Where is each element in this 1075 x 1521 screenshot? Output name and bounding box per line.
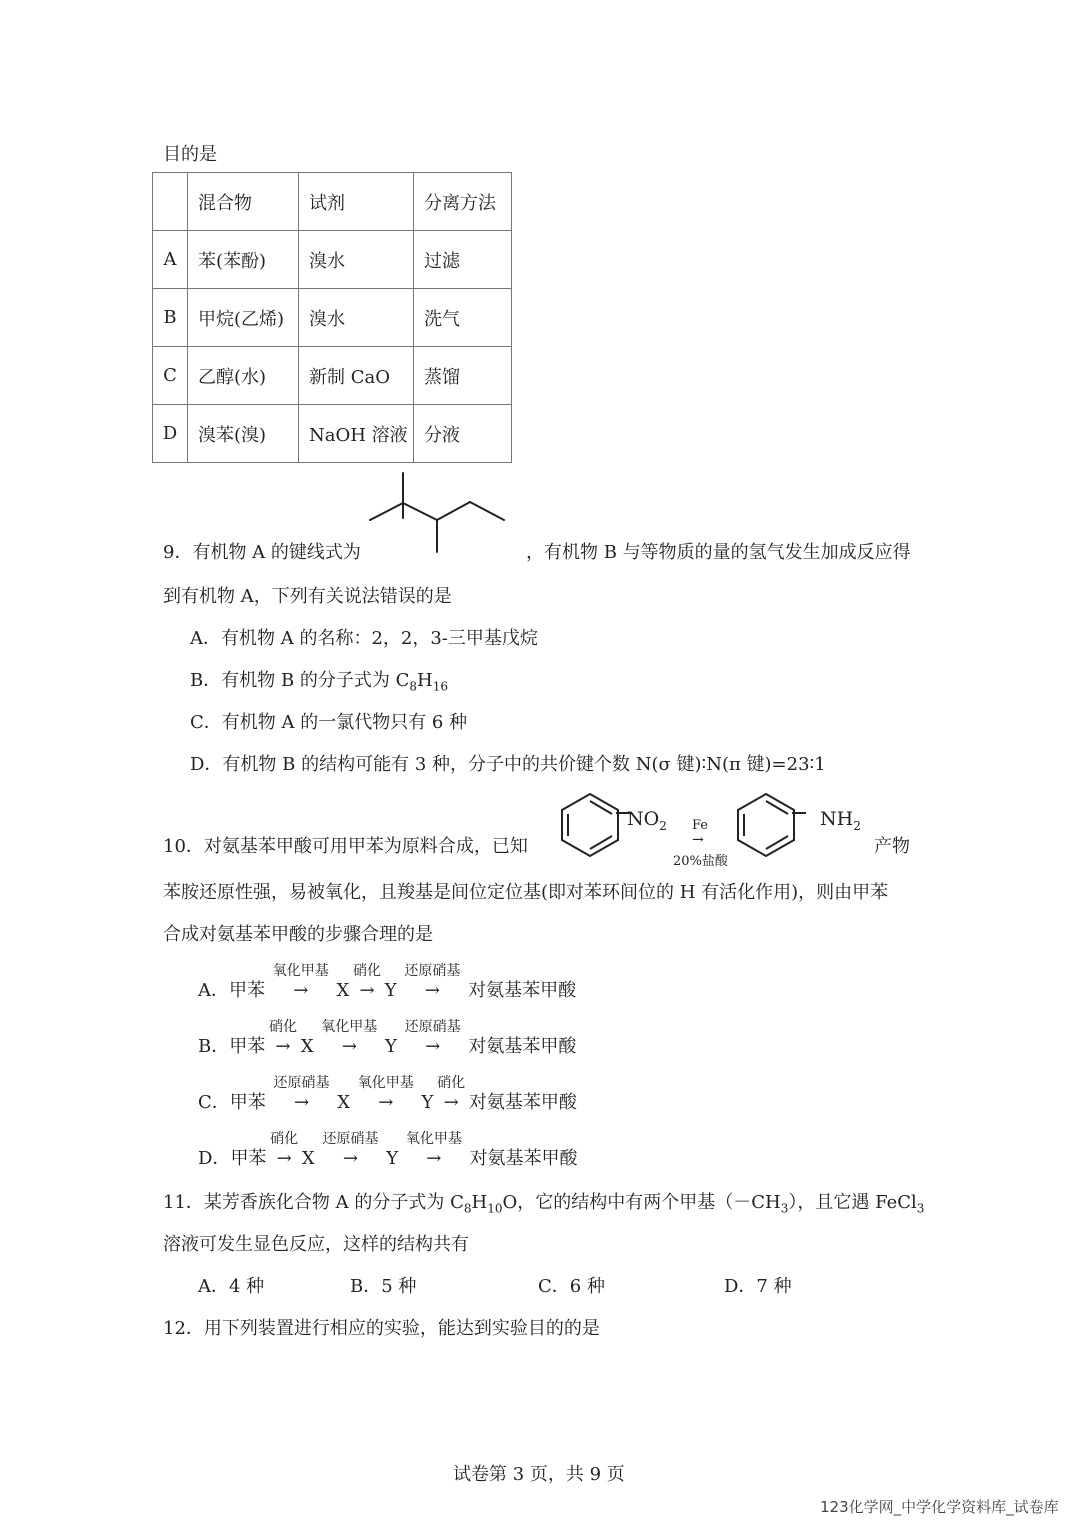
q10-line1-post: 产物 xyxy=(874,836,910,857)
q11-line1: 11．某芳香族化合物 A 的分子式为 $C_8H_{10}O$，它的结构中有两个甲基$(-CH_3)$，且它遇 FeCl$_3$ xyxy=(163,1192,925,1216)
q9-line1-pre: 9．有机物 A 的键线式为 xyxy=(163,542,361,563)
table-cell: A xyxy=(153,231,188,289)
bond-line-icon xyxy=(792,808,806,818)
q10-line2: 苯胺还原性强，易被氧化，且羧基是间位定位基(即对苯环间位的 H 有活化作用)，则由甲苯 xyxy=(163,882,889,903)
skeletal-formula-diagram xyxy=(366,470,508,554)
table-row xyxy=(153,289,512,347)
table-cell: B xyxy=(153,289,188,347)
table-cell: 蒸馏 xyxy=(414,347,512,405)
q10-option-c: C．甲苯 还原硝基 → X 氧化甲基 → Y 硝化 → 对氨基苯甲酸 xyxy=(198,1075,577,1113)
table-cell xyxy=(153,173,188,231)
table-cell: 溴水 xyxy=(299,231,414,289)
table-header-row xyxy=(153,173,512,231)
q11-option-b: B．5 种 xyxy=(350,1276,417,1297)
table-cell: D xyxy=(153,405,188,463)
table-cell: 甲烷(乙烯) xyxy=(188,289,299,347)
table-cell: C xyxy=(153,347,188,405)
q10-option-b: B．甲苯 硝化 → X 氧化甲基 → Y 还原硝基 → 对氨基苯甲酸 xyxy=(198,1019,577,1057)
q9-line2: 到有机物 A，下列有关说法错误的是 xyxy=(163,586,452,607)
benzene-ring-icon xyxy=(728,788,804,860)
table-cell: 苯(苯酚) xyxy=(188,231,299,289)
reagent-top-label: Fe xyxy=(692,818,709,833)
table-header: 试剂 xyxy=(299,173,414,231)
table-cell: 洗气 xyxy=(414,289,512,347)
separation-table xyxy=(152,172,512,463)
q11-line2: 溶液可发生显色反应，这样的结构共有 xyxy=(163,1234,469,1255)
table-cell: 溴水 xyxy=(299,289,414,347)
table-row xyxy=(153,405,512,463)
nitro-group-label: $NO_2$ xyxy=(627,808,667,833)
q12-line1: 12．用下列装置进行相应的实验，能达到实验目的的是 xyxy=(163,1318,600,1339)
table-cell: 乙醇(水) xyxy=(188,347,299,405)
intro-text: 目的是 xyxy=(163,144,217,165)
q10-option-d: D．甲苯 硝化 → X 还原硝基 → Y 氧化甲基 → 对氨基苯甲酸 xyxy=(198,1131,578,1169)
q9-option-d: D．有机物 B 的结构可能有 3 种，分子中的共价键个数 N(σ 键)∶N(π 键)=23∶1 xyxy=(190,754,826,775)
table-cell: 分液 xyxy=(414,405,512,463)
page-footer: 试卷第 3 页，共 9 页 xyxy=(453,1464,625,1485)
q11-option-d: D．7 种 xyxy=(724,1276,792,1297)
amino-group-label: $NH_2$ xyxy=(820,808,861,833)
q11-option-c: C．6 种 xyxy=(538,1276,605,1297)
table-cell: 新制 CaO xyxy=(299,347,414,405)
reagent-bottom-label: 20%盐酸 xyxy=(673,854,728,869)
watermark-text: 123化学网_中学化学资料库_试卷库 xyxy=(820,1498,1059,1516)
table-cell: 过滤 xyxy=(414,231,512,289)
q10-option-a: A．甲苯 氧化甲基 → X 硝化 → Y 还原硝基 → 对氨基苯甲酸 xyxy=(198,963,577,1001)
table-cell: 溴苯(溴) xyxy=(188,405,299,463)
table-row xyxy=(153,347,512,405)
q9-option-b: B．有机物 B 的分子式为 $C_8H_{16}$ xyxy=(190,670,449,694)
q9-option-a: A．有机物 A 的名称：2，2，3-三甲基戊烷 xyxy=(190,628,538,649)
q10-line3: 合成对氨基苯甲酸的步骤合理的是 xyxy=(163,924,433,945)
benzene-ring-icon xyxy=(552,788,628,860)
reaction-arrow-icon: → xyxy=(692,832,704,848)
table-row xyxy=(153,231,512,289)
table-header: 分离方法 xyxy=(414,173,512,231)
table-cell: NaOH 溶液 xyxy=(299,405,414,463)
table-header: 混合物 xyxy=(188,173,299,231)
q9-line1-post: ，有机物 B 与等物质的量的氢气发生加成反应得 xyxy=(526,542,911,563)
q11-option-a: A．4 种 xyxy=(198,1276,265,1297)
q10-line1-pre: 10．对氨基苯甲酸可用甲苯为原料合成，已知 xyxy=(163,836,528,857)
q9-option-c: C．有机物 A 的一氯代物只有 6 种 xyxy=(190,712,468,733)
